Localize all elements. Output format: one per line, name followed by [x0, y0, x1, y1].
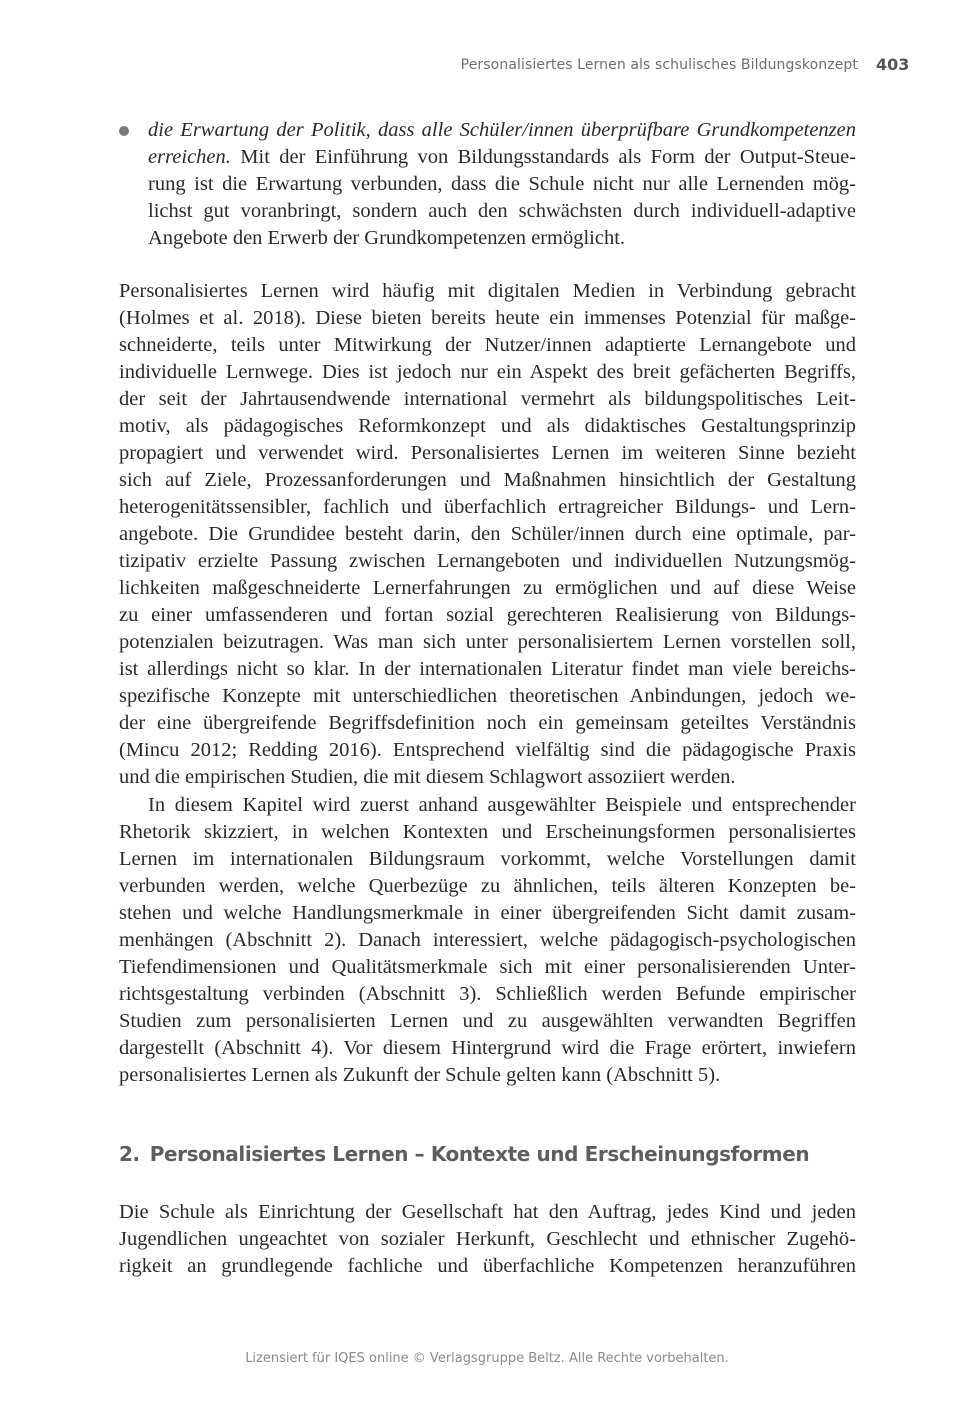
- text-line: ist allerdings nicht so klar. In der internationalen Literatur findet man viele bereichs-: [119, 658, 856, 680]
- text-line: motiv, als pädagogisches Reformkonzept und als didaktisches Gestaltungsprinzip: [119, 415, 856, 437]
- text-line: richtsgestaltung verbinden (Abschnitt 3). Schließlich werden Befunde empirischer: [119, 983, 856, 1005]
- text-line: (Mincu 2012; Redding 2016). Entsprechend vielfältig sind die pädagogische Praxis: [119, 739, 856, 761]
- paragraph-chapter-overview: [119, 792, 856, 1089]
- text-line: tizipativ erzielte Passung zwischen Lernangeboten und individuellen Nutzungsmög-: [119, 550, 856, 572]
- text-line: Die Schule als Einrichtung der Gesellschaft hat den Auftrag, jedes Kind und jeden: [119, 1201, 856, 1223]
- text-line: Jugendlichen ungeachtet von sozialer Herkunft, Geschlecht und ethnischer Zugehö-: [119, 1228, 856, 1250]
- text-line: lichkeiten maßgeschneiderte Lernerfahrungen zu ermöglichen und auf diese Weise: [119, 577, 856, 599]
- section-heading: [119, 1142, 879, 1166]
- text-line: (Holmes et al. 2018). Diese bieten bereits heute ein immenses Potenzial für maßge-: [119, 307, 856, 329]
- bullet-item: [148, 117, 856, 252]
- text-line: menhängen (Abschnitt 2). Danach interessiert, welche pädagogisch-psychologischen: [119, 929, 856, 951]
- text-line: [148, 117, 856, 144]
- text-line: personalisiertes Lernen als Zukunft der Schule gelten kann (Abschnitt 5).: [119, 1064, 721, 1086]
- text-line: propagiert und verwendet wird. Personalisiertes Lernen im weiteren Sinne bezieht: [119, 442, 856, 464]
- text-line: verbunden werden, welche Querbezüge zu ähnlichen, teils älteren Konzepten be-: [119, 875, 856, 897]
- text-line: Tiefendimensionen und Qualitätsmerkmale sich mit einer personalisierenden Unter-: [119, 956, 856, 978]
- text-line: Rhetorik skizziert, in welchen Kontexten und Erscheinungsformen personalisiertes: [119, 821, 856, 843]
- text-line: individuelle Lernwege. Dies ist jedoch nur ein Aspekt des breit gefächerten Begriffs,: [119, 361, 856, 383]
- license-footer: Lizensiert für IQES online © Verlagsgruppe Beltz. Alle Rechte vorbehalten.: [245, 1351, 729, 1366]
- bullet-dot-icon: [119, 126, 129, 136]
- text-line: schneiderte, teils unter Mitwirkung der Nutzer/innen adaptierte Lernangebote und: [119, 334, 856, 356]
- paragraph-intro: [119, 278, 856, 791]
- text-line: zu einer umfassenderen und fortan sozial gerechteren Realisierung von Bildungs-: [119, 604, 856, 626]
- emphasis-text: die Erwartung der Politik, dass alle Schüler/innen überprüfbare Grundkompetenzen: [148, 119, 856, 141]
- text-line: lichst gut voranbringt, sondern auch den schwächsten durch individuell-adaptive: [148, 200, 856, 222]
- text-line: [148, 144, 856, 171]
- text-line: Studien zum personalisierten Lernen und zu ausgewählten verwandten Begriffen: [119, 1010, 856, 1032]
- text-line: potenzialen beizutragen. Was man sich unter personalisiertem Lernen vorstellen soll,: [119, 631, 856, 653]
- text-line: angebote. Die Grundidee besteht darin, den Schüler/innen durch eine optimale, par-: [119, 523, 856, 545]
- body-text: Mit der Einführung von Bildungsstandards als Form der Output-Steue-: [230, 146, 856, 168]
- text-line: Lernen im internationalen Bildungsraum vorkommt, welche Vorstellungen damit: [119, 848, 856, 870]
- text-line: Angebote den Erwerb der Grundkompetenzen ermöglicht.: [148, 227, 626, 249]
- text-line: stehen und welche Handlungsmerkmale in einer übergreifenden Sicht damit zusam-: [119, 902, 856, 924]
- emphasis-text: erreichen.: [148, 146, 231, 168]
- section-number: 2.: [119, 1142, 140, 1166]
- text-line: rigkeit an grundlegende fachliche und überfachliche Kompetenzen heranzuführen: [119, 1255, 856, 1277]
- running-title: Personalisiertes Lernen als schulisches Bildungskonzept: [460, 57, 858, 73]
- text-line: der eine übergreifende Begriffsdefinition noch ein gemeinsam geteiltes Verständnis: [119, 712, 856, 734]
- text-line: heterogenitätssensibler, fachlich und überfachlich ertragreicher Bildungs- und Lern-: [119, 496, 856, 518]
- text-line: rung ist die Erwartung verbunden, dass die Schule nicht nur alle Lernenden mög-: [148, 173, 856, 195]
- text-line: sich auf Ziele, Prozessanforderungen und Maßnahmen hinsichtlich der Gestaltung: [119, 469, 856, 491]
- text-line: dargestellt (Abschnitt 4). Vor diesem Hintergrund wird die Frage erörtert, inwiefern: [119, 1037, 856, 1059]
- text-line: Personalisiertes Lernen wird häufig mit digitalen Medien in Verbindung gebracht: [119, 280, 856, 302]
- section-title: Personalisiertes Lernen – Kontexte und Erscheinungsformen: [149, 1142, 810, 1166]
- page-number: 403: [876, 55, 910, 74]
- text-line: und die empirischen Studien, die mit diesem Schlagwort assoziiert werden.: [119, 766, 736, 788]
- text-line: der seit der Jahrtausendwende international vermehrt als bildungspolitisches Leit-: [119, 388, 856, 410]
- text-line: In diesem Kapitel wird zuerst anhand ausgewählter Beispiele und entsprechender: [148, 794, 856, 816]
- text-line: spezifische Konzepte mit unterschiedlichen theoretischen Anbindungen, jedoch we-: [119, 685, 856, 707]
- paragraph-section-start: [119, 1199, 856, 1280]
